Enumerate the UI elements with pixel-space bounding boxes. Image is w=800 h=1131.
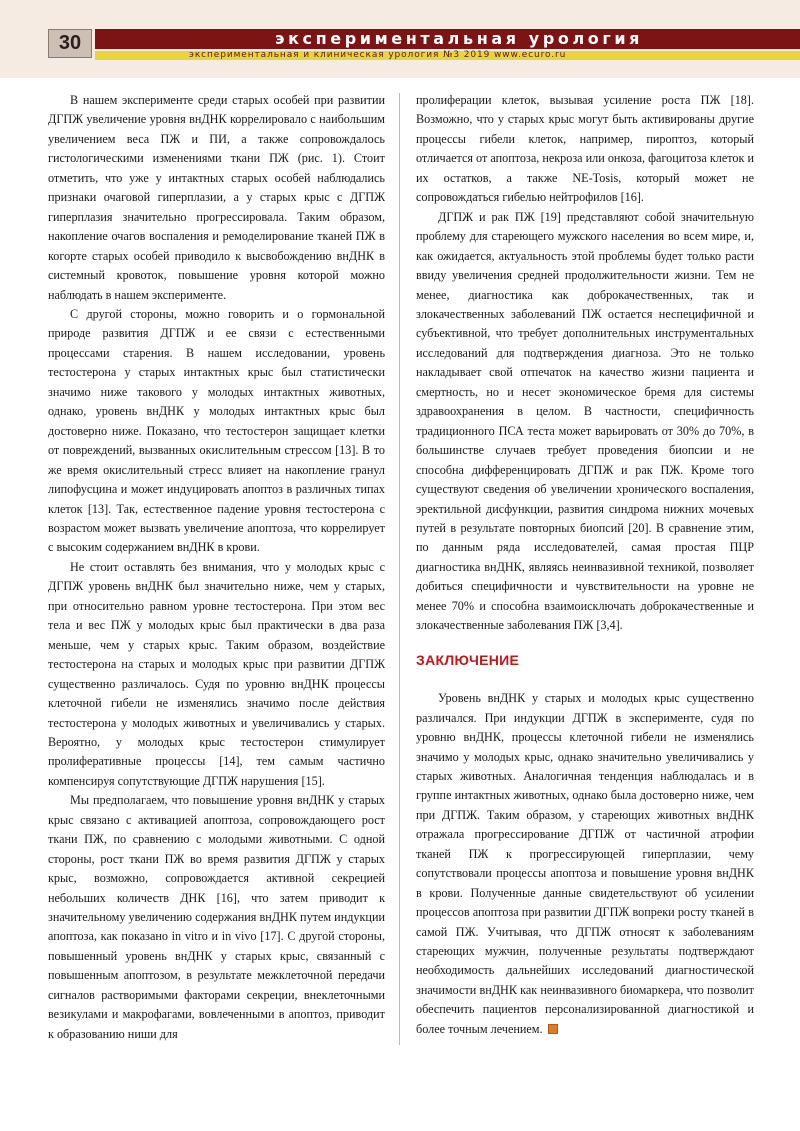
left-paragraph-2: С другой стороны, можно говорить и о гормональной природе развития ДГПЖ и ее связи с естественными процессами старения. В нашем исследовании, уровень тестостерона у старых интактных крыс был статистически значимо ниже такового у молодых интактных животных, однако, уровень внДНК у молодых интактных крыс был достоверно ниже. Показано, что тестостерон защищает клетки от повреждений, вызванных окислительным стрессом [13]. В то же время окислительный стресс влияет на накопление гранул липофусцина и может индуцировать апоптоз в различных типах клеток [13]. Так, естественное падение уровня тестостерона с возрастом может вызвать увеличение апоптоза, что коррелирует с высоким содержанием внДНК в крови. (48, 306, 385, 555)
left-column (48, 91, 385, 1044)
left-paragraph-3: Не стоит оставлять без внимания, что у молодых крыс с ДГПЖ уровень внДНК был значительно ниже, чем у старых, при относительно равном уровне тестостерона. При этом вес тела и вес ПЖ у молодых крыс был практически в два раза меньше, чем у старых крыс. Таким образом, воздействие тестостерона на старых и молодых крыс при развитии ДГПЖ существенно различалось. Судя по уровню внДНК процессы клеточной гибели не изменялись значимо после действия тестостерона у молодых животных и увеличивались у старых. Вероятно, у молодых крыс тестостерон стимулирует пролиферативные процессы [14], тем самым частично компенсируя сопутствующие ДГПЖ нарушения [15]. (48, 559, 385, 788)
right-continuation-paragraph: пролиферации клеток, вызывая усиление роста ПЖ [18]. Возможно, что у старых крыс могут быть активированы другие процессы гибели клеток, например, пироптоз, который отличается от апоптоза, некроза или онкоза, фагоцитоза клеток и их остатков, а также NE-Tosis, который может не сопровождаться гибелью нейтрофилов [16]. (416, 93, 754, 205)
conclusion-heading: ЗАКЛЮЧЕНИЕ (416, 651, 520, 668)
journal-subtitle: экспериментальная и клиническая урология №3 2019 www.ecuro.ru (189, 50, 567, 60)
left-paragraph-1: В нашем эксперименте среди старых особей при развитии ДГПЖ увеличение уровня внДНК коррелировало с наибольшим увеличением веса ПЖ и ПИ, а также сопровождалось гистологическими изменениями ткани ПЖ (рис. 1). Стоит отметить, что уже у интактных старых особей наблюдались признаки очаговой гиперплазии, а у старых крыс с ДГПЖ гиперплазия значительно прогрессировала. Таким образом, накопление очагов воспаления и ремоделирование тканей ПЖ в когорте старых особей приводило к высвобождению внДНК в системный кровоток, повышение уровня которой можно наблюдать в нашем эксперименте. (48, 93, 385, 302)
left-paragraph-4: Мы предполагаем, что повышение уровня внДНК у старых крыс связано с активацией апоптоза, сопровождающего рост ткани ПЖ, по сравнению с молодыми животными. С одной стороны, рост ткани ПЖ во время развития ДГПЖ у старых крыс, возможно, сопровождается активной секрецией небольших количеств ДНК [16], что затем приводит к значительному увеличению содержания внДНК путем индукции апоптоза, как показано in vitro и in vivo [17]. С другой стороны, повышенный уровень внДНК у старых крыс, связанный с повышенным апоптозом, в результате межклеточной передачи сигналов растворимыми факторами секреции, внеклеточными везикулами и макрофагами, вовлеченными в апоптоз, приводит к образованию ниши для (48, 793, 385, 1041)
end-of-article-icon (548, 1024, 558, 1034)
right-paragraph-1: ДГПЖ и рак ПЖ [19] представляют собой значительную проблему для стареющего мужского населения во всем мире, и, как ожидается, актуальность этой проблемы будет только расти ввиду увеличения средней продолжительности жизни. Тем не менее, диагностика как доброкачественных, так и злокачественных заболеваний ПЖ остается неспецифичной и субъективной, что требует дополнительных инструментальных исследований для подтверждения диагноза. Это не только накладывает свой отпечаток на качество жизни пациента и смертность, но и несет экономическое бремя для системы здравоохранения в целом. В частности, специфичность традиционного ПСА теста может варьировать от 30% до 70%, в большинстве случаев требует проведения биопсии и не способна дифференцировать ДГПЖ и рак ПЖ. Кроме того существуют сведения об увеличении хронического воспаления, эректильной дисфункции, развития синдрома нижних мочевых путей в результате повторных биопсий [20]. В сравнение этим, по данным ряда исследователей, самая простая ПЦР диагностика внДНК, являясь неинвазивной техникой, позволяет добиться специфичности и чувствительности на уровне не менее 70% и способна взаимоисключать доброкачественные и злокачественные заболевания ПЖ [3,4]. (416, 209, 754, 633)
right-column (416, 91, 754, 1039)
conclusion-text: Уровень внДНК у старых и молодых крыс существенно различался. При индукции ДГПЖ в эксперименте, судя по уровню внДНК, процессы клеточной гибели не изменялись значимо у молодых крыс, однако значительно увеличивались у старых животных. Аналогичная тенденция наблюдалась и в группе интактных животных, однако была достоверно ниже, чем при ДГПЖ. Таким образом, у стареющих животных внДНК отражала прогрессирование ДГПЖ от частичной атрофии тканей ПЖ к прогрессирующей гиперплазии, чему сопутствовали процессы апоптоза и повышение уровня внДНК в крови. Полученные данные свидетельствуют об усилении процессов апоптоза при развитии ДГПЖ вопреки росту тканей в самой ПЖ. Учитывая, что ДГПЖ относят к заболеваниям стареющих мужчин, полученные результаты подтверждают необходимость дальнейших исследований диагностической значимости внДНК как неинвазивного биомаркера, что позволит обеспечить пациентов персонализированной диагностикой и более точным лечением. (416, 691, 754, 1036)
journal-title-bar (95, 29, 800, 49)
column-divider (399, 93, 400, 1045)
conclusion-paragraph (416, 689, 754, 1039)
page-number: 30 (58, 32, 82, 54)
page-number-box (48, 29, 92, 58)
journal-title: экспериментальная урология (275, 29, 644, 48)
journal-subtitle-bar (95, 51, 800, 60)
